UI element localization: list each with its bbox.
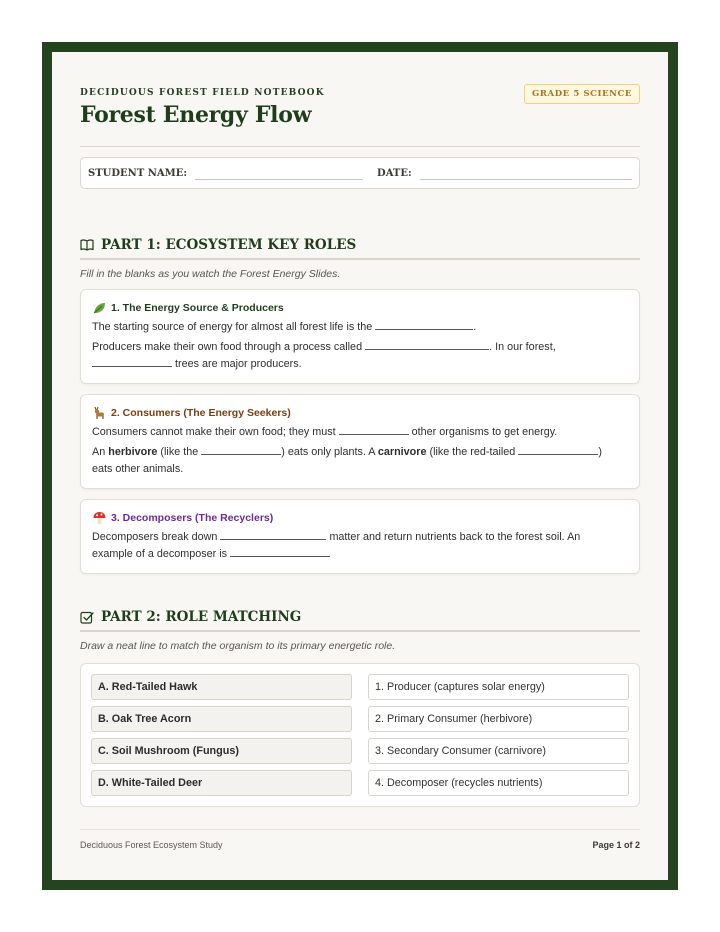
card-producers — [80, 289, 640, 384]
role-decomposer[interactable]: 4. Decomposer (recycles nutrients) — [368, 770, 629, 796]
matching-box — [80, 663, 640, 807]
role-producer[interactable]: 1. Producer (captures solar energy) — [368, 674, 629, 700]
date-label: DATE: — [377, 167, 412, 179]
book-icon — [80, 239, 94, 251]
consumers-sentence-1: Consumers cannot make their own food; they must other organisms to get energy. — [92, 426, 558, 438]
blank-process[interactable] — [365, 339, 489, 350]
part2-header — [80, 606, 640, 632]
part1-instruction: Fill in the blanks as you watch the Forest Energy Slides. — [80, 268, 341, 280]
consumers-sentence-2: An herbivore (like the ) eats only plants. A carnivore (like the red-tailed ) eats other animals. — [92, 446, 602, 475]
student-info-box — [80, 157, 640, 189]
part2-title: PART 2: ROLE MATCHING — [101, 609, 302, 625]
match-row — [91, 738, 629, 764]
leaf-icon — [92, 301, 107, 315]
match-row — [91, 706, 629, 732]
blank-energy-source[interactable] — [375, 319, 473, 330]
student-name-field[interactable] — [195, 166, 363, 180]
grade-badge: GRADE 5 SCIENCE — [524, 84, 640, 104]
producers-sentence-1: The starting source of energy for almost all forest life is the . — [92, 321, 477, 333]
student-name-label: STUDENT NAME: — [88, 167, 188, 179]
part1-header — [80, 234, 640, 260]
checkbox-icon — [80, 611, 94, 624]
producers-sentence-2: Producers make their own food through a process called . In our forest, trees are major producers. — [92, 341, 556, 370]
footer-study-name: Deciduous Forest Ecosystem Study — [80, 839, 223, 850]
page-number: Page 1 of 2 — [592, 839, 640, 850]
organism-deer[interactable]: D. White-Tailed Deer — [91, 770, 352, 796]
match-row — [91, 770, 629, 796]
part1-section — [80, 234, 640, 574]
date-field[interactable] — [420, 166, 632, 180]
card-consumers — [80, 394, 640, 489]
blank-matter-type[interactable] — [220, 529, 326, 540]
page-title: Forest Energy Flow — [80, 102, 312, 128]
card-consumers-title: 2. Consumers (The Energy Seekers) — [92, 404, 628, 421]
card-producers-title: 1. The Energy Source & Producers — [92, 299, 628, 316]
match-row — [91, 674, 629, 700]
blank-decomposer-example[interactable] — [230, 546, 330, 557]
notebook-eyebrow: DECIDUOUS FOREST FIELD NOTEBOOK — [80, 88, 325, 98]
worksheet-page — [52, 52, 668, 880]
blank-carnivore-example[interactable] — [518, 444, 598, 455]
page-footer — [80, 829, 640, 859]
part1-title: PART 1: ECOSYSTEM KEY ROLES — [101, 237, 357, 253]
decomposers-sentence: Decomposers break down matter and return nutrients back to the forest soil. An example of a decomposer is — [92, 531, 581, 560]
blank-herbivore-example[interactable] — [201, 444, 281, 455]
blank-tree-type[interactable] — [92, 356, 172, 367]
part2-instruction: Draw a neat line to match the organism to its primary energetic role. — [80, 640, 396, 652]
blank-consume-verb[interactable] — [339, 424, 409, 435]
part2-section — [80, 606, 640, 807]
organism-mushroom[interactable]: C. Soil Mushroom (Fungus) — [91, 738, 352, 764]
role-secondary-consumer[interactable]: 3. Secondary Consumer (carnivore) — [368, 738, 629, 764]
header — [80, 52, 640, 147]
organism-acorn[interactable]: B. Oak Tree Acorn — [91, 706, 352, 732]
deer-icon — [92, 406, 107, 420]
mushroom-icon — [92, 511, 107, 525]
organism-hawk[interactable]: A. Red-Tailed Hawk — [91, 674, 352, 700]
card-decomposers — [80, 499, 640, 574]
page-frame — [42, 42, 678, 890]
card-decomposers-title: 3. Decomposers (The Recyclers) — [92, 509, 628, 526]
role-primary-consumer[interactable]: 2. Primary Consumer (herbivore) — [368, 706, 629, 732]
